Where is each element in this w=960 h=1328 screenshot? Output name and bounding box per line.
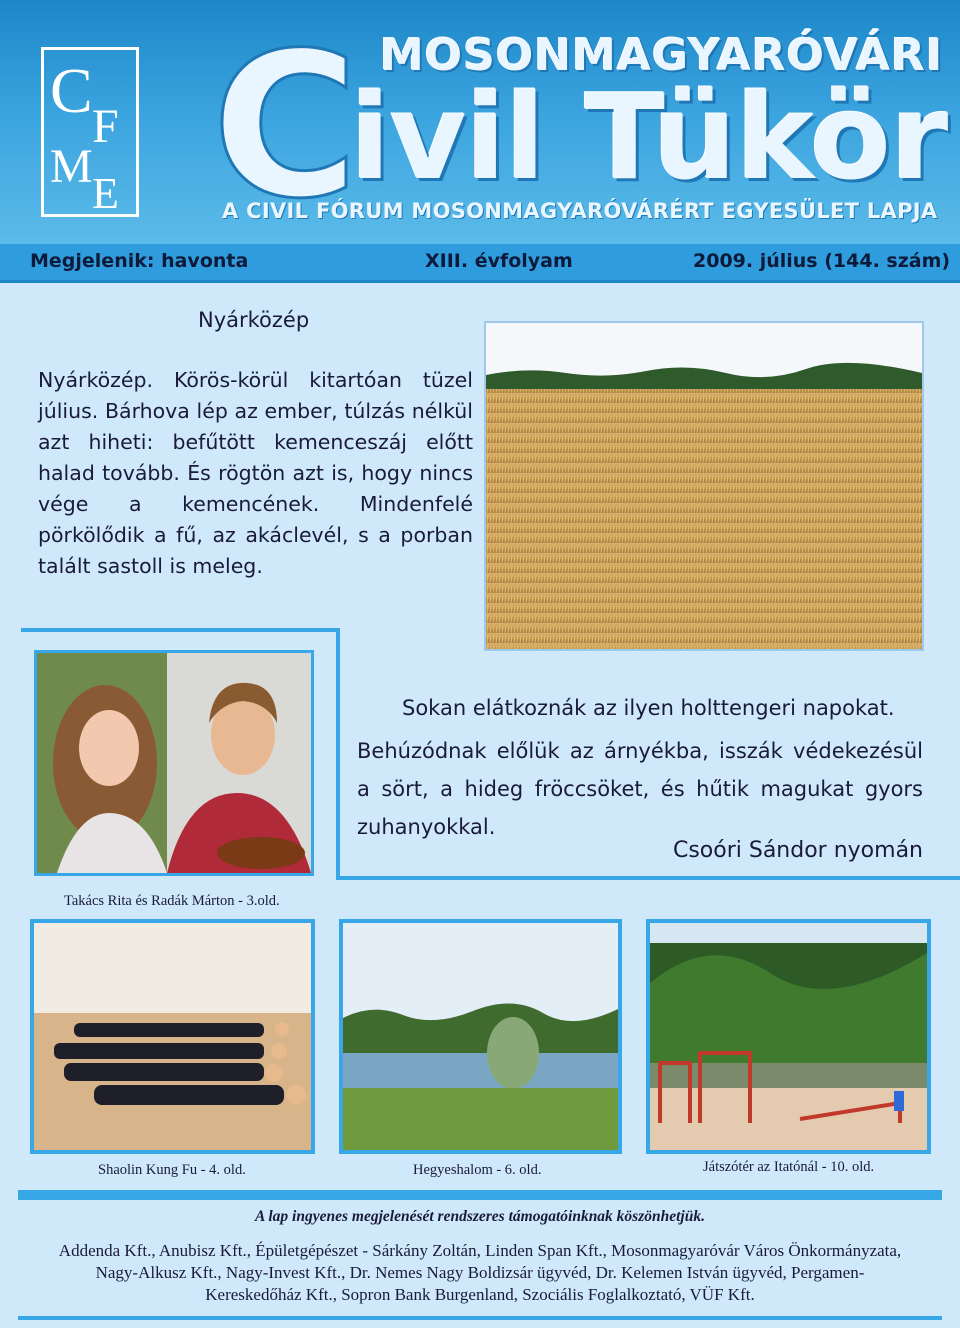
logo-letter-m: M (50, 140, 93, 193)
article-title: Nyárközép (198, 308, 310, 332)
frame-line-vertical (336, 628, 340, 880)
quote-author: Csoóri Sándor nyomán (672, 838, 923, 863)
cfme-logo (41, 47, 139, 217)
playground-photo (646, 919, 931, 1154)
svg-text:C: C (212, 30, 359, 210)
quote-first-line: Sokan elátkoznák az ilyen holttengeri napokat. (402, 696, 895, 720)
sponsor-line: Nagy-Alkusz Kft., Nagy-Invest Kft., Dr. Nemes Nagy Boldizsár ügyvéd, Dr. Kelemen István ügyvéd, Pergamen- (95, 1263, 865, 1282)
brand-title-top: MOSONMAGYARÓVÁRI (380, 30, 944, 81)
portrait-caption: Takács Rita és Radák Márton - 3.old. (64, 893, 280, 909)
hegyeshalom-caption: Hegyeshalom - 6. old. (413, 1162, 542, 1178)
issue-date: 2009. július (144. szám) (693, 250, 951, 272)
masthead (0, 0, 960, 244)
brand-subtitle: A CIVIL FÓRUM MOSONMAGYARÓVÁRÉRT EGYESÜLET LAPJA (222, 199, 938, 223)
sponsor-line: Addenda Kft., Anubisz Kft., Épületgépészet - Sárkány Zoltán, Linden Span Kft., Mosonmagyaróvár Város Önkormányzata, (58, 1241, 902, 1260)
footer-divider (18, 1316, 942, 1320)
frame-line-top (21, 628, 340, 632)
logo-letter-f: F (92, 100, 119, 153)
playground-caption: Játszótér az Itatónál - 10. old. (703, 1159, 875, 1175)
quote-text: Behúzódnak előlük az árnyékba, isszák védekezésül a sört, a hideg fröccsöket, és hűtik magukat gyors zuhanyokkal. (357, 739, 923, 839)
portrait-photo (34, 650, 314, 876)
logo-letter-e: E (92, 169, 119, 214)
bottom-divider (18, 1190, 942, 1200)
issue-info-bar (0, 244, 960, 283)
sponsor-thanks: A lap ingyenes megjelenését rendszeres támogatóinknak köszönhetjük. (255, 1208, 705, 1225)
logo-letter-c: C (50, 55, 93, 126)
hegyeshalom-photo (339, 919, 622, 1154)
sponsor-line: Kereskedőház Kft., Sopron Bank Burgenland, Szociális Foglalkoztató, VÜF Kft. (205, 1285, 755, 1304)
frame-line-bottom (336, 876, 960, 880)
kung-fu-photo (30, 919, 315, 1154)
wheat-field-photo (484, 321, 924, 651)
kung-fu-caption: Shaolin Kung Fu - 4. old. (98, 1162, 246, 1178)
volume-number: XIII. évfolyam (425, 250, 573, 272)
publication-frequency: Megjelenik: havonta (30, 250, 249, 272)
article-body: Nyárközép. Körös-körül kitartóan tüzel július. Bárhova lép az ember, túlzás nélkül azt hiheti: befűtött kemenceszáj előtt halad tovább. És rögtön azt is, hogy nincs vége a kemencének. Mindenfelé pörkölődik a fű, az akáclevél, s a porban talált sastoll is meleg. (38, 368, 473, 578)
brand-title-main: ivil Tükör (350, 68, 948, 206)
sponsor-list (20, 1240, 940, 1306)
